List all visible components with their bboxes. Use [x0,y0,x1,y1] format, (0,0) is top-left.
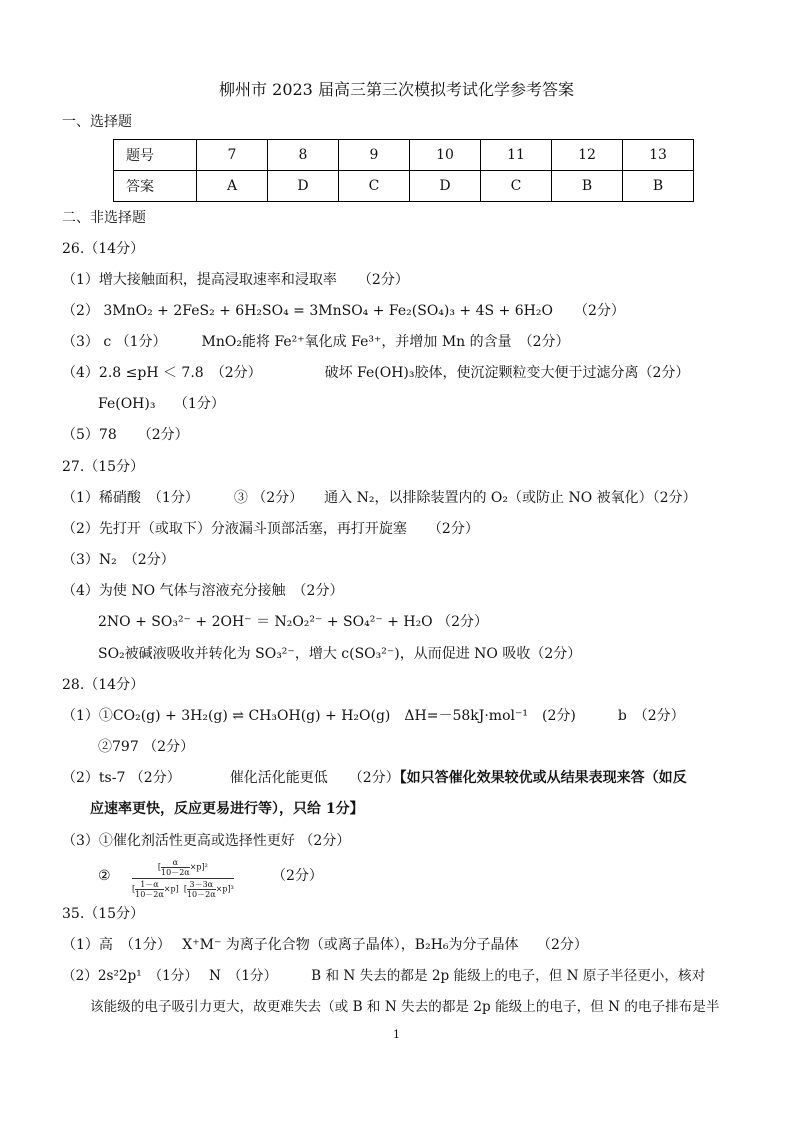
q28-line-3-main: （2）ts-7 （2分） 催化活化能更低 （2分） [62,770,400,786]
q28-line-1: （1）①CO₂(g) + 3H₂(g) ⇌ CH₃OH(g) + H₂O(g) ΔH=－58kJ·mol⁻¹ (2分) b （2分） [62,708,685,724]
denominator-tail: ×p]³ [215,884,234,894]
q27-line-3: （3）N₂ （2分） [62,552,175,568]
q26-line-2: （2） 3MnO₂ + 2FeS₂ + 6H₂SO₄ = 3MnSO₄ + Fe₂(SO₄)₃ + 4S + 6H₂O （2分） [62,303,625,319]
fraction [187,880,216,899]
q27-line-6: SO₂被碱液吸收并转化为 SO₃²⁻，增大 c(SO₃²⁻)，从而促进 NO 吸收（2分） [98,646,582,662]
table-row-label: 题号 [114,140,197,171]
q35-line-2: （2）2s²2p¹ （1分） N （1分） B 和 N 失去的都是 2p 能级上的电子，但 N 原子半径更小，核对 [62,968,706,984]
q35-heading: 35.（15分） [62,906,145,922]
kp-numerator: [ $\frac{\alpha}{10-2\alpha}$ ×p]² [157,858,208,877]
q27-line-2: （2）先打开（或取下）分液漏斗顶部活塞，再打开旋塞 （2分） [62,521,479,537]
table-cell: D [268,171,339,202]
section-heading-choice: 一、选择题 [62,114,132,130]
q35-line-3: 该能级的电子吸引力更大，故更难失去（或 B 和 N 失去的都是 2p 能级上的电子，但 N 的电子排布是半 [90,999,720,1015]
numerator-tail: ×p]² [189,862,208,872]
table-cell: 12 [552,140,623,171]
table-cell: 7 [197,140,268,171]
fraction-den: 10－2α [186,890,216,899]
fraction-num: α [161,858,190,868]
q28-line-5: （3）①催化剂活性更高或选择性更好 （2分） [62,833,351,849]
answer-table [113,139,694,202]
q28-line-6-label: ② [98,868,111,884]
table-cell: 11 [481,140,552,171]
table-row [114,140,694,171]
table-cell: A [197,171,268,202]
table-cell: B [623,171,694,202]
q28-heading: 28.（14分） [62,677,145,693]
q26-heading: 26.（14分） [62,241,145,257]
q26-line-3: （3） c （1分） MnO₂能将 Fe²⁺氧化成 Fe³⁺，并增加 Mn 的含量 （2分） [62,334,570,350]
fraction [135,880,164,899]
table-cell: 8 [268,140,339,171]
fraction-num: 1－α [135,880,164,890]
document-title: 柳州市 2023 届高三第三次模拟考试化学参考答案 [219,80,574,99]
fraction-num: 3－3α [187,880,216,890]
fraction [161,858,190,877]
table-cell: C [481,171,552,202]
table-cell: 9 [339,140,410,171]
table-row [114,171,694,202]
table-row-label: 答案 [114,171,197,202]
kp-denominator: [ $\frac{1-\alpha}{10-2\alpha}$ ×p] [ $\frac{3-3\alpha}{10-2\alpha}$ ×p]³ [132,880,234,899]
table-cell: D [410,171,481,202]
q27-line-1: （1）稀硝酸 （1分） ③ （2分） 通入 N₂，以排除装置内的 O₂（或防止 NO 被氧化）（2分） [62,490,697,506]
q28-line-2: ②797 （2分） [98,739,195,755]
kp-expression [132,858,234,899]
table-cell: B [552,171,623,202]
q28-line-3-note: 【如只答催化效果较优或从结果表现来答（如反 [399,770,687,786]
table-cell: C [339,171,410,202]
q35-line-1: （1）高 （1分） X⁺M⁻ 为离子化合物（或离子晶体），B₂H₆为分子晶体 （2分） [62,937,588,953]
q28-line-3 [62,768,687,788]
q28-line-6-score: （2分） [272,868,323,884]
q26-line-5: Fe(OH)₃ （1分） [98,396,225,412]
table-cell: 13 [623,140,694,171]
fraction-den: 10－2α [161,868,190,877]
q26-line-6: （5）78 （2分） [62,427,189,443]
section-heading-nonchoice: 二、非选择题 [62,210,146,226]
page-number: 1 [393,1028,400,1041]
q26-line-4: （4）2.8 ≤pH ＜ 7.8 （2分） 破坏 Fe(OH)₃胶体，使沉淀颗粒变大便于过滤分离（2分） [62,365,690,381]
q27-line-5: 2NO + SO₃²⁻ + 2OH⁻ ＝ N₂O₂²⁻ + SO₄²⁻ + H₂O （2分） [98,614,489,630]
q26-line-1: （1）增大接触面积，提高浸取速率和浸取率 （2分） [62,272,409,288]
q27-heading: 27.（15分） [62,459,145,475]
q27-line-4: （4）为使 NO 气体与溶液充分接触 （2分） [62,583,344,599]
q28-line-4: 应速率更快，反应更易进行等），只给 1分】 [90,801,364,817]
fraction-den: 10－2α [135,890,164,899]
table-cell: 10 [410,140,481,171]
